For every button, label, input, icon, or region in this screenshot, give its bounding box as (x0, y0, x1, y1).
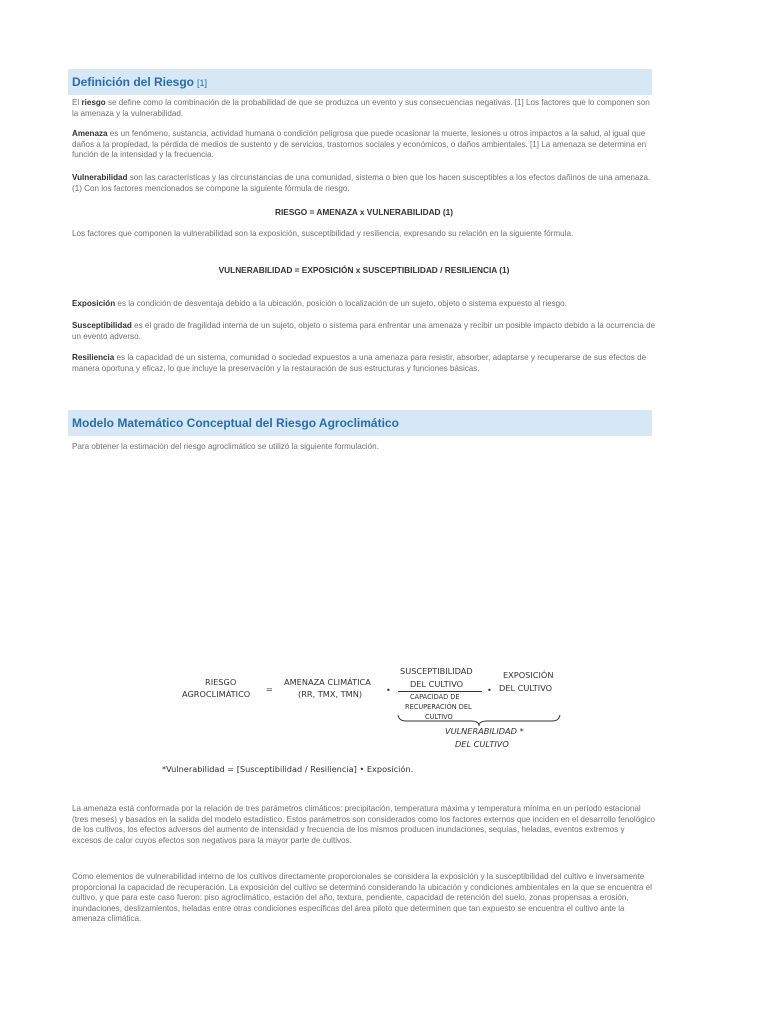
term-susceptibilidad: Susceptibilidad (72, 321, 132, 330)
amenaza-label: AMENAZA CLIMÁTICA (284, 677, 371, 687)
term-vulnerabilidad: Vulnerabilidad (72, 173, 128, 182)
risk-formula-diagram (160, 660, 580, 780)
section-header-definicion (68, 69, 652, 95)
del-cultivo-label: DEL CULTIVO (410, 679, 464, 689)
paragraph-exposicion: Exposición es la condición de desventaja debido a la ubicación, posición o localización de un sujeto, objeto o sistema expuesto al riesgo. (72, 299, 567, 308)
capacidad-label: CAPACIDAD DE (410, 693, 460, 701)
term-resiliencia: Resiliencia (72, 353, 115, 362)
amenaza-params: (RR, TMX, TMN) (298, 689, 363, 699)
term-exposicion: Exposición (72, 299, 116, 308)
multiply-dot: • (487, 685, 492, 695)
vulnerabilidad-footnote: *Vulnerabilidad = [Susceptibilidad / Resiliencia] • Exposición. (162, 764, 414, 774)
paragraph-elementos-vulnerabilidad: Como elementos de vulnerabilidad interno de los cultivos directamente proporcionales se considera la exposición y la susceptibilidad del cultivo e inversamente proporcional la capacidad de recuperación. La exposición del cultivo se determinó considerando la ubicación y condiciones ambientales en la que se encuentra el cultivo, y que para este caso fueron: piso agroclimático, estación del año, textura, pendiente, capacidad de retención del suelo, zonas propensas a erosión, inundaciones, deslizamientos, heladas entre otras condiciones específicas del área piloto que determinen que tan expuesto se encuentra el cultivo ante la amenaza climática. (72, 872, 652, 924)
paragraph-amenaza: Amenaza es un fenómeno, sustancia, actividad humana o condición peligrosa que puede ocasionar la muerte, lesiones u otros impactos a la salud, al igual que daños a la propiedad, la pérdida de medios de sustento y de servicios, trastornos sociales y económicos, o daños ambientales. [1] La amenaza se determina en función de la intensidad y la frecuencia. (72, 129, 647, 160)
riesgo-label: RIESGO (205, 677, 237, 687)
susceptibilidad-label: SUSCEPTIBILIDAD (400, 666, 473, 676)
term-amenaza: Amenaza (72, 129, 108, 138)
vulnerabilidad-label: VULNERABILIDAD * (445, 726, 524, 736)
formula-vulnerabilidad: VULNERABILIDAD = EXPOSICIÓN x SUSCEPTIBILIDAD / RESILIENCIA (1) (218, 265, 510, 275)
multiply-dot: • (386, 685, 391, 695)
agroclimatico-label: AGROCLIMÁTICO (182, 689, 251, 699)
term-riesgo: riesgo (81, 98, 106, 107)
vulnerabilidad-cultivo-label: DEL CULTIVO (455, 739, 509, 749)
equals-sign: = (266, 684, 273, 694)
paragraph-resiliencia: Resiliencia es la capacidad de un sistema, comunidad o sociedad expuestos a una amenaza para resistir, absorber, adaptarse y recuperarse de sus efectos de manera oportuna y eficaz, lo que incluye la preservación y la restauración de sus estructuras y funciones básicas. (72, 353, 647, 373)
cultivo-label: CULTIVO (425, 713, 453, 721)
formula-riesgo: RIESGO = AMENAZA x VULNERABILIDAD (1) (274, 207, 453, 217)
paragraph-amenaza-parametros: La amenaza está conformada por la relación de tres parámetros climáticos: precipitación, temperatura máxima y temperatura mínima en un período estacional (tres meses) y basados en la salida del modelo estadístico. Estos parámetros son considerados como los factores externos que inciden en el desarrollo fenológico de los cultivos, los efectos adversos del aumento de intensidad y frecuencia de los mismos producen inundaciones, sequías, heladas, eventos extremos y excesos de calor cuyos efectos son negativos para la mayor parte de cultivos. (72, 804, 656, 845)
exposicion-cultivo-label: DEL CULTIVO (499, 683, 553, 693)
section-title: Modelo Matemático Conceptual del Riesgo Agroclimático (72, 416, 399, 430)
section-header-modelo (68, 410, 652, 436)
reference-link[interactable]: [1] (197, 78, 208, 88)
paragraph-factores: Los factores que componen la vulnerabilidad son la exposición, susceptibilidad y resiliencia, expresando su relación en la siguiente fórmula. (72, 229, 574, 238)
paragraph-riesgo: El riesgo se define como la combinación de la probabilidad de que se produzca un evento y sus consecuencias negativas. [1] Los factores que lo componen son la amenaza y la vulnerabilidad. (72, 98, 650, 118)
exposicion-label: EXPOSICIÓN (503, 670, 554, 680)
paragraph-intro-formulacion: Para obtener la estimación del riesgo agroclimático se utilizó la siguiente formulación. (72, 442, 379, 451)
paragraph-vulnerabilidad: Vulnerabilidad son las características y las circunstancias de una comunidad, sistema o bien que los hacen susceptibles a los efectos dañinos de una amenaza. (1) Con los factores mencionados se compone la siguiente fórmula de riesgo. (72, 173, 651, 193)
fraction-bar (398, 691, 482, 692)
section-title: Definición del Riesgo (72, 75, 195, 89)
paragraph-susceptibilidad: Susceptibilidad es el grado de fragilidad interna de un sujeto, objeto o sistema para enfrentar una amenaza y recibir un posible impacto debido a la ocurrencia de un evento adverso. (72, 321, 656, 341)
recuperacion-label: RECUPERACIÓN DEL (405, 703, 472, 711)
